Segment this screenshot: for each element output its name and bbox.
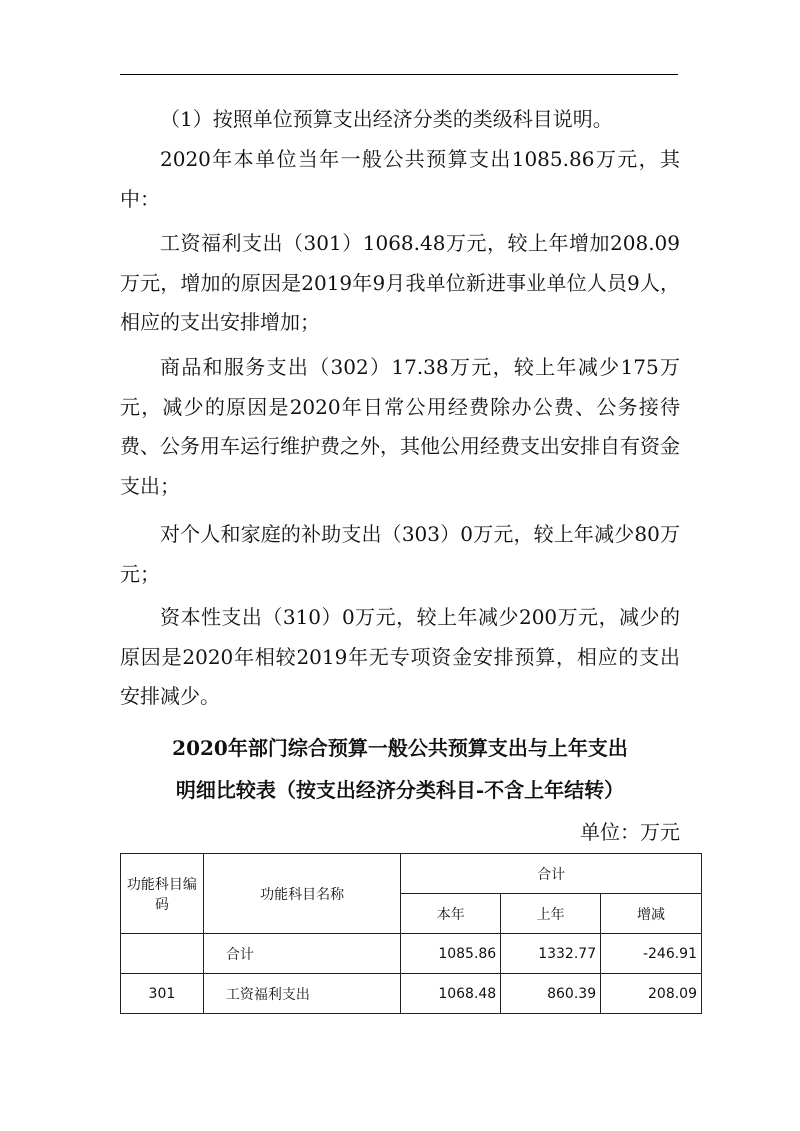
budget-comparison-table bbox=[120, 853, 702, 1014]
header-total-group: 合计 bbox=[401, 854, 702, 894]
cell-previous: 860.39 bbox=[501, 974, 601, 1014]
header-rule bbox=[120, 74, 678, 75]
cell-name: 工资福利支出 bbox=[203, 974, 400, 1014]
paragraph-household-subsidies: 对个人和家庭的补助支出（303）0万元，较上年减少80万元； bbox=[120, 522, 680, 586]
cell-change: -246.91 bbox=[601, 934, 702, 974]
cell-previous: 1332.77 bbox=[501, 934, 601, 974]
cell-current: 1085.86 bbox=[401, 934, 501, 974]
paragraph-goods-services: 商品和服务支出（302）17.38万元，较上年减少175万元，减少的原因是2020年日常公用经费除办公费、公务接待费、公务用车运行维护费之外，其他公用经费支出安排自有资金支出； bbox=[120, 355, 680, 498]
table-row bbox=[121, 974, 702, 1014]
cell-change: 208.09 bbox=[601, 974, 702, 1014]
header-change: 增减 bbox=[601, 894, 702, 934]
unit-label: 单位：万元 bbox=[580, 820, 680, 844]
header-function-code: 功能科目编码 bbox=[121, 854, 204, 934]
table-row bbox=[121, 934, 702, 974]
cell-name: 合计 bbox=[203, 934, 400, 974]
header-function-name: 功能科目名称 bbox=[203, 854, 400, 934]
table-title-line-2: 明细比较表（按支出经济分类科目-不含上年结转） bbox=[175, 778, 625, 802]
header-previous-year: 上年 bbox=[501, 894, 601, 934]
cell-code bbox=[121, 934, 204, 974]
paragraph-wages-welfare: 工资福利支出（301）1068.48万元，较上年增加208.09万元，增加的原因是2019年9月我单位新进事业单位人员9人，相应的支出安排增加； bbox=[120, 231, 680, 334]
header-current-year: 本年 bbox=[401, 894, 501, 934]
paragraph-total-expenditure: 2020年本单位当年一般公共预算支出1085.86万元，其中： bbox=[120, 147, 680, 211]
cell-code: 301 bbox=[121, 974, 204, 1014]
table-title-line-1: 2020年部门综合预算一般公共预算支出与上年支出 bbox=[172, 736, 628, 760]
cell-current: 1068.48 bbox=[401, 974, 501, 1014]
paragraph-economic-classification-note: （1）按照单位预算支出经济分类的类级科目说明。 bbox=[160, 107, 613, 131]
paragraph-capital-expenditure: 资本性支出（310）0万元，较上年减少200万元，减少的原因是2020年相较2019年无专项资金安排预算，相应的支出安排减少。 bbox=[120, 605, 680, 708]
